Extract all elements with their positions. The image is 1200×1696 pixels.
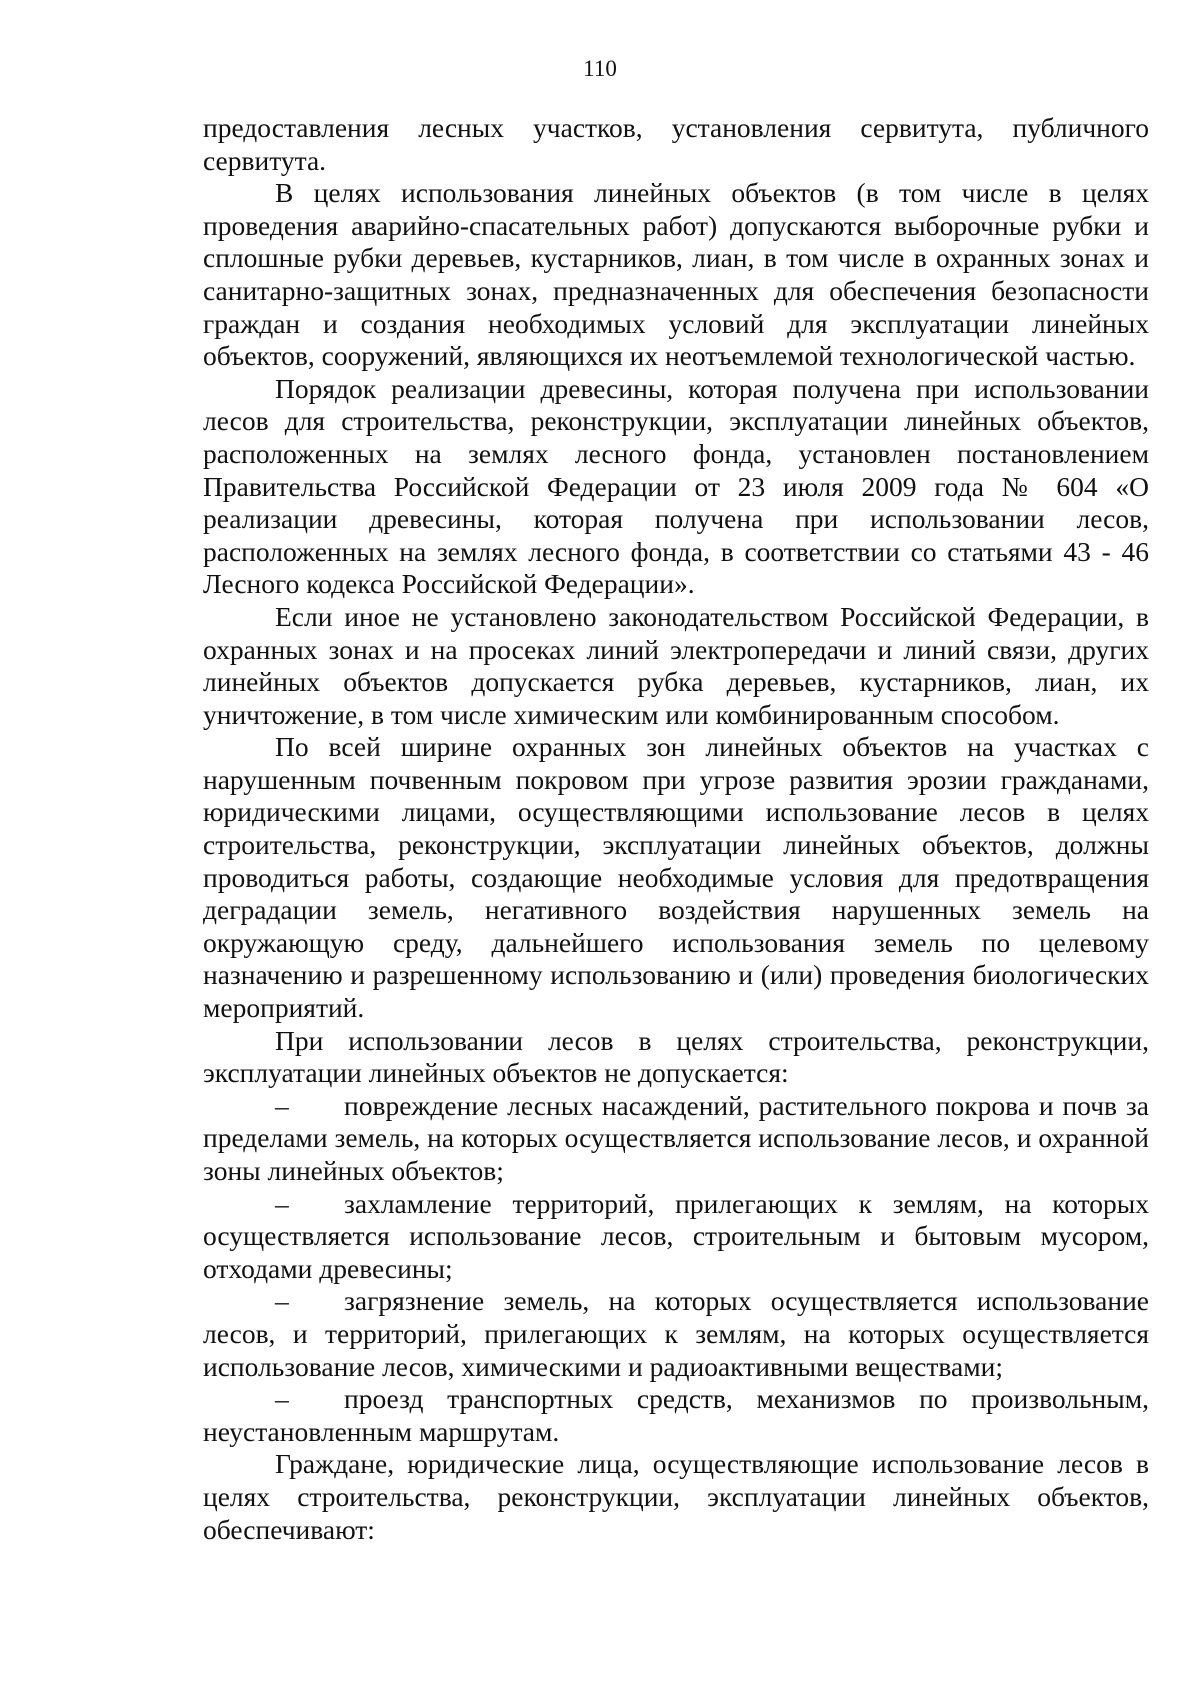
list-item [203, 1090, 1149, 1188]
list-dash: – [275, 1285, 289, 1317]
page-number: 110 [583, 56, 617, 81]
list-item-text: повреждение лесных насаждений, растительного покрова и почв за пределами земель, на которых осуществляется использование лесов, и охранной зоны линейных объектов; [203, 1089, 1149, 1186]
list-item-text: захламление территорий, прилегающих к землям, на которых осуществляется использование лесов, строительным и бытовым мусором, отходами древесины; [203, 1187, 1149, 1284]
paragraph-erosion-works: По всей ширине охранных зон линейных объектов на участках с нарушенным почвенным покровом при угрозе развития эрозии гражданами, юридическими лицами, осуществляющими использование лесов в целях строительства, реконструкции, эксплуатации линейных объектов, должны проводиться работы, создающие необходимые условия для предотвращения деградации земель, негативного воздействия нарушенных земель на окружающую среду, дальнейшего использования земель по целевому назначению и разрешенному использованию и (или) проведения биологических мероприятий. [203, 731, 1149, 1024]
document-body [203, 112, 1149, 1546]
list-item-text: загрязнение земель, на которых осуществляется использование лесов, и территорий, прилегающих к землям, на которых осуществляется использование лесов, химическими и радиоактивными веществами; [203, 1285, 1149, 1382]
list-item [203, 1285, 1149, 1383]
list-dash: – [275, 1187, 289, 1219]
paragraph-wood-sale-procedure: Порядок реализации древесины, которая получена при использовании лесов для строительства, реконструкции, эксплуатации линейных объектов, расположенных на землях лесного фонда, установлен постановлением Правительства Российской Федерации от 23 июля 2009 года № 604 «О реализации древесины, которая получена при использовании лесов, расположенных на землях лесного фонда, в соответствии со статьями 43 - 46 Лесного кодекса Российской Федерации». [203, 372, 1149, 600]
list-item [203, 1383, 1149, 1448]
list-dash: – [275, 1383, 289, 1415]
paragraph-linear-objects-cutting: В целях использования линейных объектов (в том числе в целях проведения аварийно-спасательных работ) допускаются выборочные рубки и сплошные рубки деревьев, кустарников, лиан, в том числе в охранных зонах и санитарно-защитных зонах, предназначенных для обеспечения безопасности граждан и создания необходимых условий для эксплуатации линейных объектов, сооружений, являющихся их неотъемлемой технологической частью. [203, 177, 1149, 372]
paragraph-continuation: предоставления лесных участков, установления сервитута, публичного сервитута. [203, 112, 1149, 176]
paragraph-closing: Граждане, юридические лица, осуществляющие использование лесов в целях строительства, реконструкции, эксплуатации линейных объектов, обеспечивают: [203, 1448, 1149, 1545]
list-dash: – [275, 1089, 289, 1121]
paragraph-not-allowed-intro: При использовании лесов в целях строительства, реконструкции, эксплуатации линейных объектов не допускается: [203, 1024, 1149, 1089]
list-item-text: проезд транспортных средств, механизмов по произвольным, неустановленным маршрутам. [203, 1383, 1149, 1447]
list-item [203, 1188, 1149, 1286]
paragraph-power-line-zones: Если иное не установлено законодательством Российской Федерации, в охранных зонах и на просеках линий электропередачи и линий связи, других линейных объектов допускается рубка деревьев, кустарников, лиан, их уничтожение, в том числе химическим или комбинированным способом. [203, 600, 1149, 730]
